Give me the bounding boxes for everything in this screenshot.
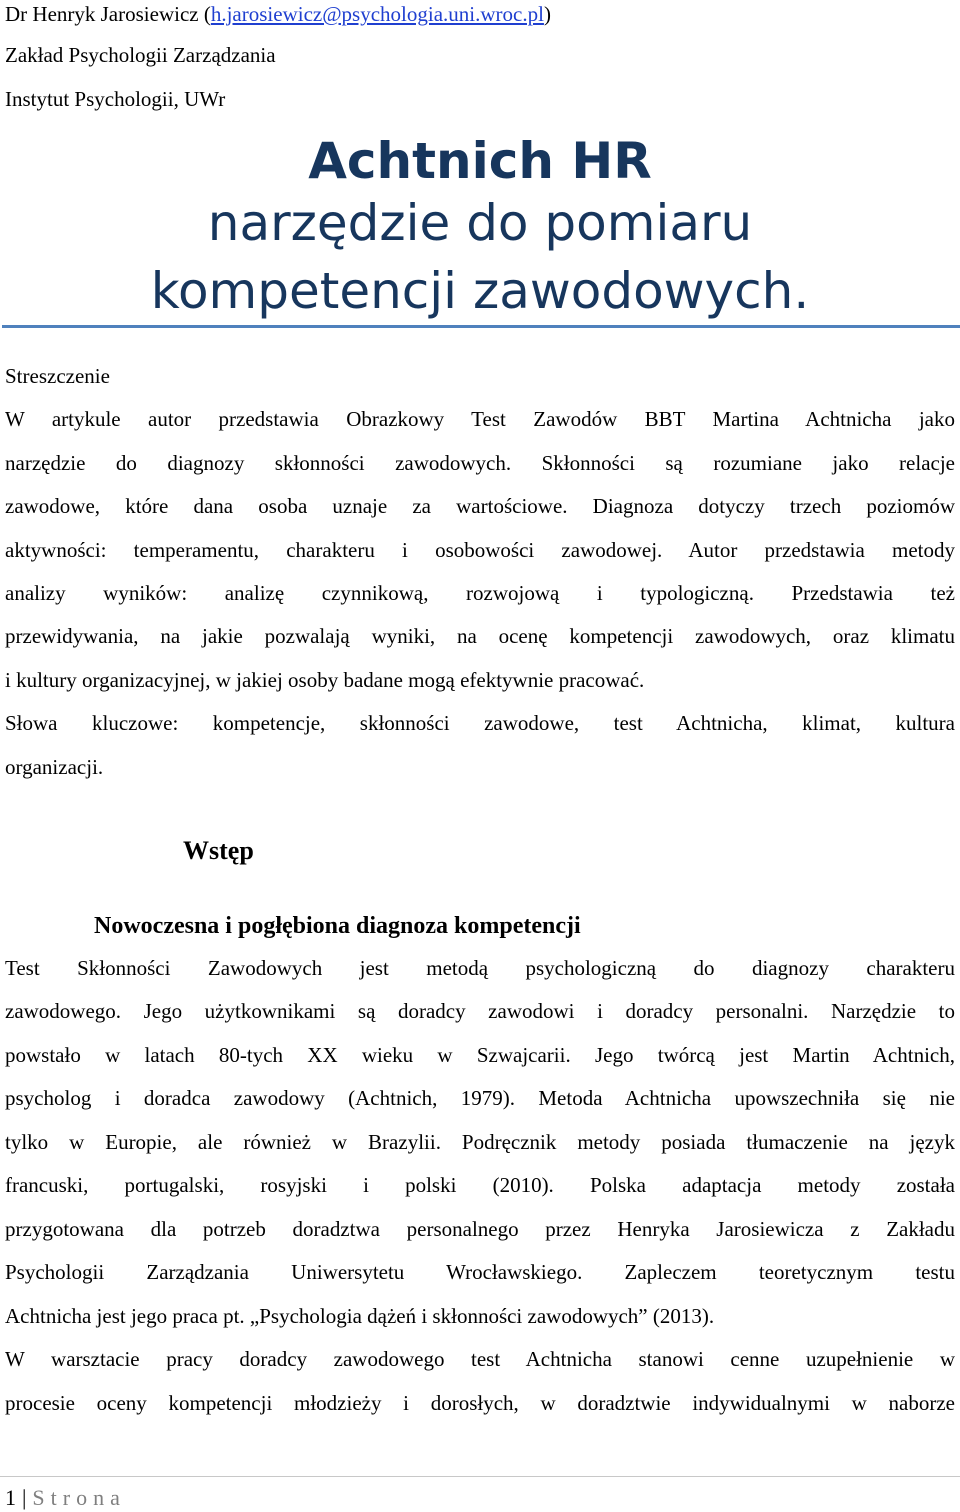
body-line: psycholog i doradca zawodowy (Achtnich, 1979). Metoda Achtnicha upowszechniła się nie <box>5 1086 955 1110</box>
document-subtitle-line1: narzędzie do pomiaru <box>207 194 753 252</box>
footer-separator: | <box>22 1485 27 1510</box>
document-title: Achtnich HR <box>308 132 652 190</box>
page-label: Strona <box>32 1485 126 1510</box>
abstract-line: przewidywania, na jakie pozwalają wyniki, na ocenę kompetencji zawodowych, oraz klimatu <box>5 624 955 648</box>
abstract-line: narzędzie do diagnozy skłonności zawodowych. Skłonności są rozumiane jako relacje <box>5 451 955 475</box>
document-subtitle-line2: kompetencji zawodowych. <box>150 262 810 320</box>
body-line: zawodowego. Jego użytkownikami są doradcy zawodowi i doradcy personalni. Narzędzie to <box>5 999 955 1023</box>
institute: Instytut Psychologii, UWr <box>5 87 226 111</box>
abstract-heading: Streszczenie <box>5 364 110 388</box>
body-line: francuski, portugalski, rosyjski i polski (2010). Polska adaptacja metody została <box>5 1173 955 1197</box>
keywords-line: organizacji. <box>5 755 104 779</box>
body-line: Achtnicha jest jego praca pt. „Psychologia dążeń i skłonności zawodowych” (2013). <box>5 1304 715 1328</box>
body-line: W warsztacie pracy doradcy zawodowego test Achtnicha stanowi cenne uzupełnienie w <box>5 1347 955 1371</box>
page-number: 1 <box>5 1485 16 1510</box>
keywords-line: Słowa kluczowe: kompetencje, skłonności zawodowe, test Achtnicha, klimat, kultura <box>5 711 955 735</box>
body-line: Test Skłonności Zawodowych jest metodą psychologiczną do diagnozy charakteru <box>5 956 955 980</box>
body-line: Psychologii Zarządzania Uniwersytetu Wrocławskiego. Zapleczem teoretycznym testu <box>5 1260 955 1284</box>
subsection-heading: Nowoczesna i pogłębiona diagnoza kompetencji <box>94 913 581 939</box>
author-email-link[interactable]: h.jarosiewicz@psychologia.uni.wroc.pl <box>210 2 544 26</box>
author-line <box>5 2 551 26</box>
abstract-line: W artykule autor przedstawia Obrazkowy Test Zawodów BBT Martina Achtnicha jako <box>5 407 955 431</box>
footer-divider <box>0 1476 960 1477</box>
body-line: procesie oceny kompetencji młodzieży i dorosłych, w doradztwie indywidualnymi w naborze <box>5 1391 955 1415</box>
abstract-line: i kultury organizacyjnej, w jakiej osoby badane mogą efektywnie pracować. <box>5 668 645 692</box>
title-divider <box>2 325 960 328</box>
body-line: powstało w latach 80-tych XX wieku w Szwajcarii. Jego twórcą jest Martin Achtnich, <box>5 1043 955 1067</box>
department: Zakład Psychologii Zarządzania <box>5 43 276 67</box>
abstract-line: zawodowe, które dana osoba uznaje za wartościowe. Diagnoza dotyczy trzech poziomów <box>5 494 955 518</box>
page-footer <box>5 1484 126 1512</box>
body-line: tylko w Europie, ale również w Brazylii. Podręcznik metody posiada tłumaczenie na język <box>5 1130 955 1154</box>
section-heading: Wstęp <box>183 836 254 865</box>
body-line: przygotowana dla potrzeb doradztwa personalnego przez Henryka Jarosiewicza z Zakładu <box>5 1217 955 1241</box>
author-name: Dr Henryk Jarosiewicz ( <box>5 2 211 26</box>
abstract-line: aktywności: temperamentu, charakteru i osobowości zawodowej. Autor przedstawia metody <box>5 538 955 562</box>
abstract-line: analizy wyników: analizę czynnikową, rozwojową i typologiczną. Przedstawia też <box>5 581 955 605</box>
author-suffix: ) <box>543 2 551 26</box>
